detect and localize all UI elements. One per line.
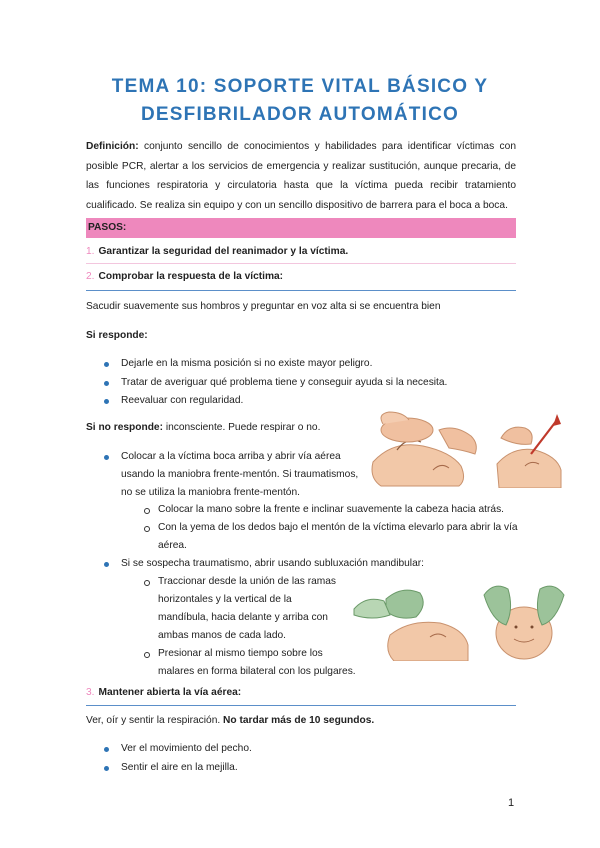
bullet-dot bbox=[104, 455, 109, 460]
title-line-1: TEMA 10: SOPORTE VITAL BÁSICO Y bbox=[111, 76, 489, 97]
si-responde-item-1: Dejarle en la misma posición si no existe mayor peligro. bbox=[121, 358, 373, 369]
sub-item-4-line-2: malares en forma bilateral con los pulgares. bbox=[158, 666, 356, 677]
no-responde-text: inconsciente. Puede respirar o no. bbox=[162, 422, 321, 433]
definition-label: Definición: bbox=[86, 141, 139, 152]
jaw-thrust-front-illustration bbox=[478, 575, 570, 661]
bullet-dot bbox=[104, 766, 109, 771]
step-2-divider bbox=[86, 290, 516, 291]
bullet-dot bbox=[104, 747, 109, 752]
step-3-divider bbox=[86, 705, 516, 706]
bullet-dot bbox=[104, 381, 109, 386]
step-3-number: 3. bbox=[86, 687, 95, 698]
pasos-header: PASOS: bbox=[86, 218, 516, 238]
step-3 bbox=[86, 687, 516, 698]
bullet-dot bbox=[104, 399, 109, 404]
page-number: 1 bbox=[508, 797, 515, 809]
step-1-divider bbox=[86, 263, 516, 264]
chin-lift-arrow-illustration bbox=[495, 410, 563, 488]
si-responde-heading bbox=[86, 330, 148, 341]
b2-text: Si se sospecha traumatismo, abrir usando subluxación mandibular: bbox=[121, 558, 424, 569]
bullet-dot bbox=[104, 562, 109, 567]
step-2-number: 2. bbox=[86, 271, 95, 282]
step-1-number: 1. bbox=[86, 246, 95, 257]
bullet-dot bbox=[104, 362, 109, 367]
step-3-label: Mantener abierta la vía aérea: bbox=[98, 687, 242, 698]
sub-bullet bbox=[144, 508, 150, 514]
sub-bullet bbox=[144, 526, 150, 532]
head-tilt-illustration bbox=[363, 410, 483, 488]
step-2-intro: Sacudir suavemente sus hombros y preguntar en voz alta si se encuentra bien bbox=[86, 301, 441, 312]
sub-item-2-line-2: aérea. bbox=[158, 540, 187, 551]
step-3-intro bbox=[86, 715, 374, 726]
sub-bullet bbox=[144, 652, 150, 658]
definition-paragraph bbox=[86, 137, 516, 215]
step-2 bbox=[86, 271, 516, 282]
no-responde-label: Si no responde: bbox=[86, 422, 163, 433]
si-responde-item-2: Tratar de averiguar qué problema tiene y conseguir ayuda si la necesita. bbox=[121, 377, 448, 388]
sub-item-1: Colocar la mano sobre la frente e inclinar suavemente la cabeza hacia atrás. bbox=[158, 504, 504, 515]
step-1-label: Garantizar la seguridad del reanimador y la víctima. bbox=[98, 246, 349, 257]
step-2-label: Comprobar la respuesta de la víctima: bbox=[98, 271, 284, 282]
b1-line-1: Colocar a la víctima boca arriba y abrir vía aérea bbox=[121, 451, 341, 462]
jaw-thrust-side-illustration bbox=[350, 575, 470, 661]
b1-line-2: usando la maniobra frente-mentón. Si traumatismos, bbox=[121, 469, 359, 480]
sub-bullet bbox=[144, 580, 150, 586]
step-3-item-1: Ver el movimiento del pecho. bbox=[121, 743, 252, 754]
step-3-intro-text: Ver, oír y sentir la respiración. bbox=[86, 715, 224, 726]
sub-item-3-line-3: mandíbula, hacia delante y arriba con bbox=[158, 612, 328, 623]
si-responde-item-3: Reevaluar con regularidad. bbox=[121, 395, 244, 406]
definition-text: conjunto sencillo de conocimientos y habilidades para identificar víctimas con posible PCR, alertar a los servicios de emergencia y realizar sustitución, aunque precaria, de las funciones respiratoria y circulatoria hasta que la víctima pueda recibir tratamiento cualificado. Se realiza sin equipo y con un sencillo dispositivo de barrera para el boca a boca. bbox=[86, 141, 516, 211]
step-1 bbox=[86, 246, 516, 257]
b1-line-3: no se utiliza la maniobra frente-mentón. bbox=[121, 487, 300, 498]
sub-item-4-line-1: Presionar al mismo tiempo sobre los bbox=[158, 648, 323, 659]
title-line-2: DESFIBRILADOR AUTOMÁTICO bbox=[140, 104, 459, 125]
step-3-intro-bold: No tardar más de 10 segundos. bbox=[223, 715, 375, 726]
sub-item-3-line-1: Traccionar desde la unión de las ramas bbox=[158, 576, 336, 587]
no-responde-line bbox=[86, 422, 320, 433]
sub-item-2-line-1: Con la yema de los dedos bajo el mentón de la víctima elevarlo para abrir la vía bbox=[158, 522, 518, 533]
sub-item-3-line-4: ambas manos de cada lado. bbox=[158, 630, 286, 641]
si-responde-label: Si responde: bbox=[86, 330, 148, 341]
step-3-item-2: Sentir el aire en la mejilla. bbox=[121, 762, 238, 773]
sub-item-3-line-2: horizontales y la vertical de la bbox=[158, 594, 292, 605]
